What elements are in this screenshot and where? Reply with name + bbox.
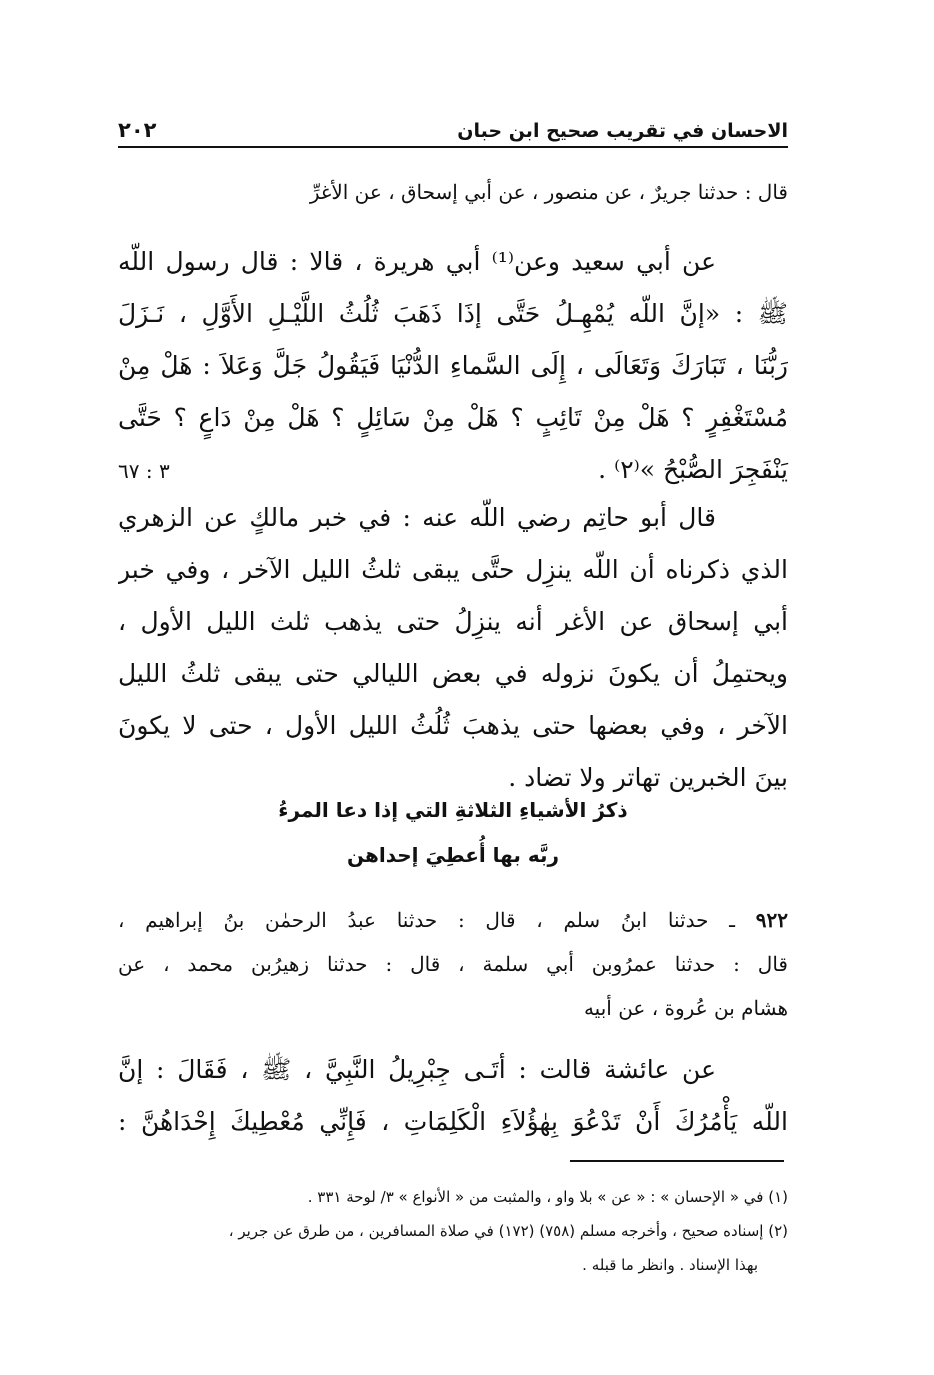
closing-line — [118, 444, 788, 497]
footnote-rule — [570, 1160, 784, 1162]
text-line: قال : حدثنا عمرُوبن أبي سلمة ، قال : حدثنا زهيرُبن محمد ، عن — [118, 952, 788, 976]
section-heading-line-1: ذكرُ الأشياءِ الثلاثةِ التي إذا دعا المرءُ — [278, 798, 628, 822]
footnote-2: (٢) إسناده صحيح ، وأخرجه مسلم (٧٥٨) (١٧٢) في صلاة المسافرين ، من طرق عن جرير ، — [228, 1222, 788, 1240]
text-line: يَنْفَجِرَ الصُّبْحُ »⁽٢⁾ . — [598, 455, 788, 484]
text-line: هشام بن عُروة ، عن أبيه — [583, 996, 788, 1020]
text-line-content: ـ حدثنا ابنُ سلم ، قال : حدثنا عبدُ الرحمٰن بنُ إبراهيم ، — [118, 908, 736, 932]
page-number: ٢٠٢ — [118, 118, 157, 142]
hadith-text — [118, 1044, 788, 1148]
source-reference: ٣ : ٦٧ — [118, 459, 170, 483]
running-title: الاحسان في تقريب صحيح ابن حبان — [457, 120, 788, 142]
text-line: قال : حدثنا جريرٌ ، عن منصور ، عن أبي إسحاق ، عن الأغرِّ — [309, 180, 788, 204]
text-line: عن عائشة قالت : أتَـى جِبْرِيلُ النَّبِيَّ ، ﷺ ، فَقَالَ : إنَّ — [118, 1055, 716, 1084]
text-line: أبي إسحاق عن الأغر أنه ينزِلُ حتى يذهب ثلث الليل الأول ، — [118, 607, 788, 636]
footnote-1: (١) في « الإحسان » : « عن » بلا واو ، والمثبت من « الأنواع » ٣/ لوحة ٣٣١ . — [307, 1188, 788, 1206]
hadith-paragraph — [118, 236, 788, 497]
text-line: قال أبو حاتِم رضي اللّه عنه : في خبر مالكٍ عن الزهري — [118, 503, 716, 532]
text-line: ويحتمِلُ أن يكونَ نزوله في بعض الليالي حتى يبقى ثلثُ الليل — [118, 659, 788, 688]
text-line: بينَ الخبرين تهاتر ولا تضاد . — [508, 763, 788, 792]
running-header — [118, 106, 788, 142]
isnad-line — [118, 170, 788, 214]
footnotes — [118, 1180, 788, 1282]
hadith-isnad — [118, 898, 788, 1030]
header-rule — [118, 146, 788, 148]
text-line: عن أبي سعيد وعن⁽¹⁾ أبي هريرة ، قالا : قال رسول اللّه — [118, 247, 716, 276]
text-line: ﷺ : «إنَّ اللّه يُمْهِـلُ حَتَّى إذَا ذَهَبَ ثُلُثُ اللَّيْـلِ الأَوَّلِ ، نَـزَلَ — [118, 299, 788, 328]
text-line: الذي ذكرناه أن اللّه ينزِل حتَّى يبقى ثلثُ الليل الآخر ، وفي خبر — [118, 555, 788, 584]
hadith-number: ٩٢٢ — [755, 908, 788, 932]
text-line: مُسْتَغْفِرٍ ؟ هَلْ مِنْ تَائِبٍ ؟ هَلْ مِنْ سَائِلٍ ؟ هَلْ مِنْ دَاعٍ ؟ حَتَّى — [118, 403, 788, 432]
text-line: الآخر ، وفي بعضها حتى يذهبَ ثُلُثُ الليل الأول ، حتى لا يكونَ — [118, 711, 788, 740]
section-heading-line-2: ربَّه بها أُعطِيَ إحداهن — [346, 843, 560, 867]
text-line: اللّه يَأْمُرُكَ أَنْ تَدْعُوَ بِهٰؤُلاَءِ الْكَلِمَاتِ ، فَإِنِّي مُعْطِيكَ إِحْدَاهُنَّ : — [118, 1107, 788, 1136]
text-line — [118, 898, 788, 942]
commentary-paragraph — [118, 492, 788, 804]
footnote-2-continued: بهذا الإسناد . وانظر ما قبله . — [582, 1256, 758, 1274]
text-line: رَبُّنَا ، تَبَارَكَ وَتَعَالَى ، إِلَى السَّماءِ الدُّنْيَا فَيَقُولُ جَلَّ وَعَلاَ : هَلْ مِنْ — [118, 351, 788, 380]
